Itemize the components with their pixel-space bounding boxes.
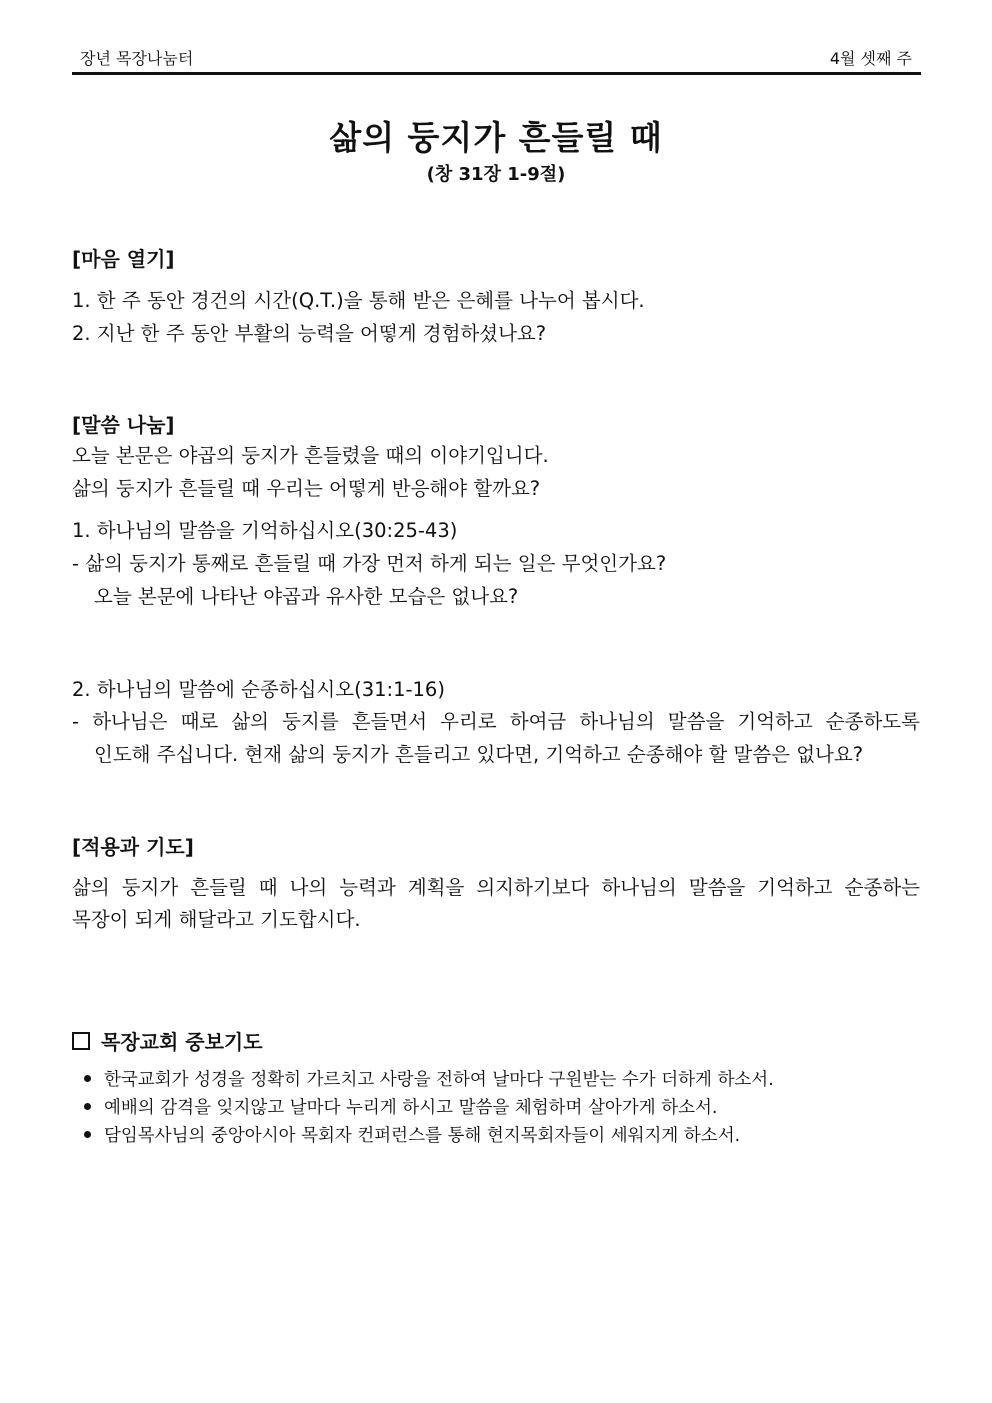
section-heading-word-sharing: [말씀 나눔] [72,413,175,437]
application-line-2: 목장이 되게 해달라고 기도합시다. [72,908,361,931]
point-2-question-line-2: 인도해 주십니다. 현재 삶의 둥지가 흔들리고 있다면, 기억하고 순종해야 할 말씀은 없나요? [94,743,864,766]
section-heading-application-prayer: [적용과 기도] [72,835,194,859]
point-1-question-line-2: 오늘 본문에 나타난 야곱과 유사한 모습은 없나요? [94,585,519,608]
header-group-name: 장년 목장나눔터 [80,49,194,68]
intercession-item-2 [84,1094,718,1119]
point-2-question-line-1: - 하나님은 때로 삶의 둥지를 흔들면서 우리로 하여금 하나님의 말씀을 기억하고 순종하도록 [72,710,920,733]
intercession-heading [72,1026,263,1055]
intercession-item-text: 담임목사님의 중앙아시아 목회자 컨퍼런스를 통해 현지목회자들이 세워지게 하소서. [104,1126,741,1146]
bullet-icon [84,1131,91,1138]
bullet-icon [84,1103,91,1110]
point-1-question-line-1: - 삶의 둥지가 통째로 흔들릴 때 가장 먼저 하게 되는 일은 무엇인가요? [72,552,667,575]
word-intro-line-2: 삶의 둥지가 흔들릴 때 우리는 어떻게 반응해야 할까요? [72,477,541,500]
application-line-1: 삶의 둥지가 흔들릴 때 나의 능력과 계획을 의지하기보다 하나님의 말씀을 기억하고 순종하는 [72,876,920,899]
point-2-title: 2. 하나님의 말씀에 순종하십시오(31:1-16) [72,678,445,701]
header-week: 4월 셋째 주 [829,49,912,68]
header-divider [72,72,921,75]
page-title: 삶의 둥지가 흔들릴 때 [329,118,663,157]
open-heart-question-2: 2. 지난 한 주 동안 부활의 능력을 어떻게 경험하셨나요? [72,322,547,345]
open-heart-question-1: 1. 한 주 동안 경건의 시간(Q.T.)을 통해 받은 은혜를 나누어 봅시다. [72,289,645,312]
checkbox-icon [72,1032,90,1050]
intercession-item-3 [84,1122,740,1147]
bullet-icon [84,1075,91,1082]
intercession-item-text: 예배의 감격을 잊지않고 날마다 누리게 하시고 말씀을 체험하며 살아가게 하소서. [104,1098,718,1118]
intercession-item-1 [84,1066,774,1091]
intercession-item-text: 한국교회가 성경을 정확히 가르치고 사랑을 전하여 날마다 구원받는 수가 더하게 하소서. [104,1070,774,1090]
section-heading-open-heart: [마음 열기] [72,247,175,271]
intercession-heading-text: 목장교회 중보기도 [101,1030,263,1054]
page-header [72,44,920,74]
scripture-reference: (창 31장 1-9절) [426,164,566,185]
point-1-title: 1. 하나님의 말씀을 기억하십시오(30:25-43) [72,519,458,542]
word-intro-line-1: 오늘 본문은 야곱의 둥지가 흔들렸을 때의 이야기입니다. [72,444,549,467]
